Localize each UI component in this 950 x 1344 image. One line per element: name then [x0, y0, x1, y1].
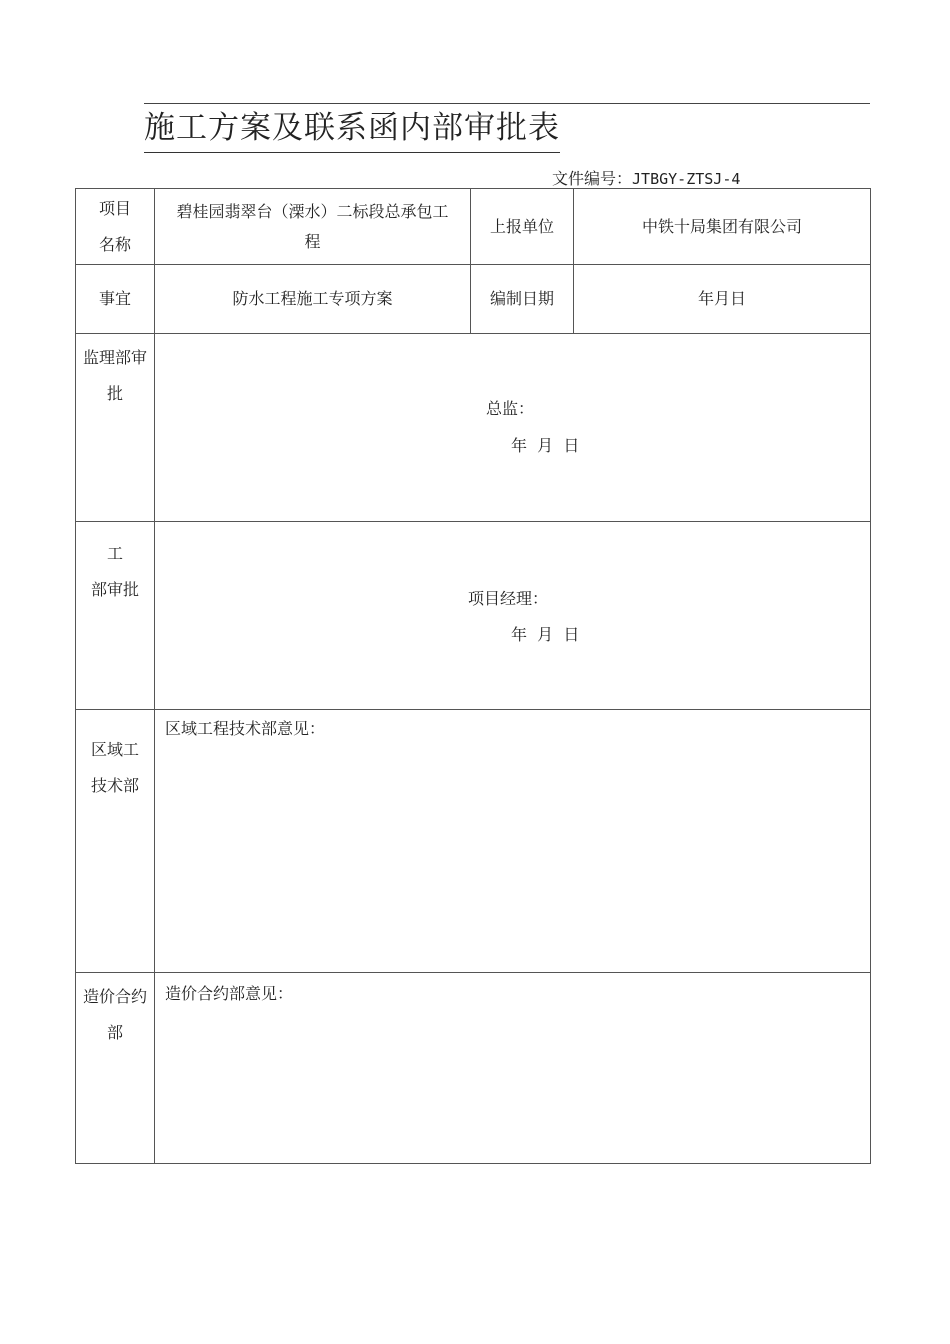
project-label-line1: 项目	[98, 198, 131, 218]
cost-row	[76, 973, 871, 1164]
cost-label-line1: 造价合约	[82, 987, 147, 1006]
cost-opinion-area[interactable]	[155, 973, 871, 1164]
regional-opinion-area[interactable]	[155, 710, 871, 973]
project-manager-signature: 项目经理：	[468, 589, 549, 608]
department-label-line1: 工	[106, 544, 123, 563]
matter-row	[76, 265, 871, 334]
document-number	[552, 168, 740, 190]
cost-opinion-label: 造价合约部意见：	[165, 984, 294, 1003]
project-name-value	[155, 189, 471, 265]
department-date: 年 月 日	[511, 625, 580, 644]
supervision-row	[76, 334, 871, 522]
document-number-code: JTBGY-ZTSJ-4	[632, 170, 741, 188]
department-label-line2: 部审批	[90, 580, 139, 599]
department-label	[76, 522, 155, 710]
department-row	[76, 522, 871, 710]
document-number-label: 文件编号：	[552, 169, 633, 188]
project-name-line2: 程	[304, 231, 321, 251]
regional-opinion-label: 区域工程技术部意见：	[165, 719, 326, 738]
reporting-unit-value: 中铁十局集团有限公司	[574, 189, 871, 265]
matter-label: 事宜	[76, 265, 155, 334]
approval-form-table	[75, 188, 871, 1164]
cost-contract-label	[76, 973, 155, 1164]
cost-label-line2: 部	[106, 1023, 123, 1042]
project-name-label	[76, 189, 155, 265]
chief-supervisor-signature: 总监：	[486, 399, 535, 418]
regional-label-line2: 技术部	[90, 776, 139, 795]
regional-row	[76, 710, 871, 973]
regional-label-line1: 区域工	[90, 740, 139, 759]
compile-date-label: 编制日期	[471, 265, 574, 334]
supervision-label-line1: 监理部审	[82, 348, 147, 367]
supervision-label-line2: 批	[106, 384, 123, 403]
regional-tech-label	[76, 710, 155, 973]
page-title: 施工方案及联系函内部审批表	[144, 106, 560, 153]
top-rule	[144, 103, 870, 104]
matter-value: 防水工程施工专项方案	[155, 265, 471, 334]
reporting-unit-label: 上报单位	[471, 189, 574, 265]
project-label-line2: 名称	[98, 234, 131, 254]
supervision-approval-area[interactable]	[155, 334, 871, 522]
supervision-date: 年 月 日	[511, 436, 580, 455]
project-row	[76, 189, 871, 265]
compile-date-value: 年月日	[574, 265, 871, 334]
supervision-label	[76, 334, 155, 522]
department-approval-area[interactable]	[155, 522, 871, 710]
project-name-line1: 碧桂园翡翠台（溧水）二标段总承包工	[176, 201, 449, 221]
